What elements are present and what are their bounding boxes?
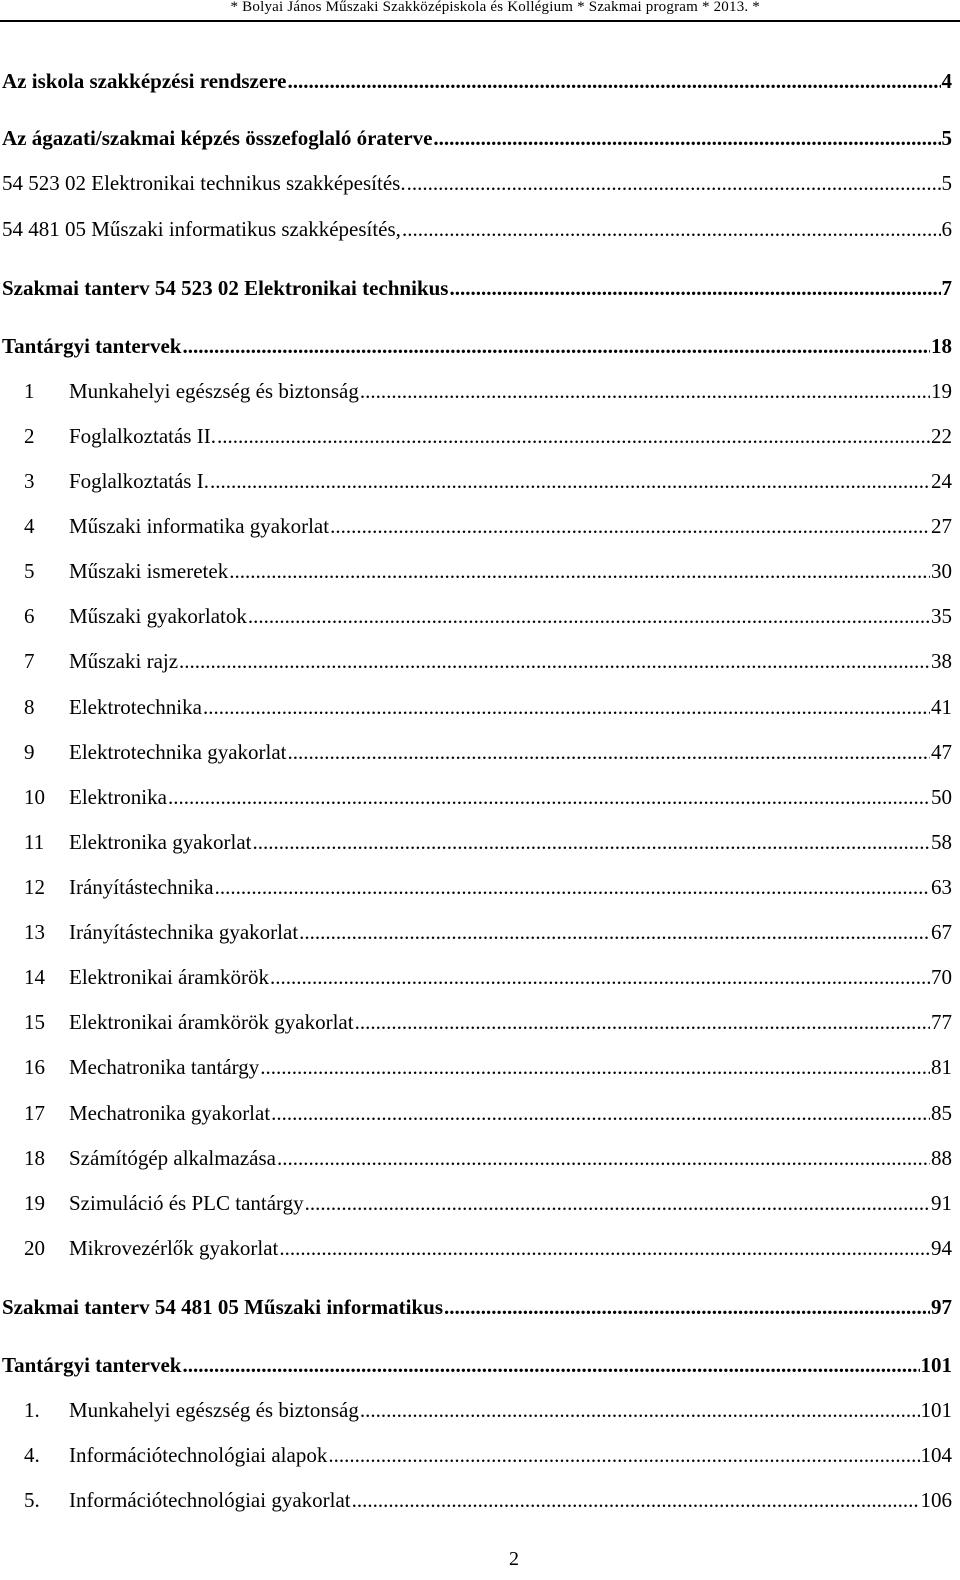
toc-entry-page: 47 [931,740,952,764]
toc-dot-leader [182,331,930,361]
header-rule [0,20,960,22]
page-header [0,0,960,22]
toc-dot-leader [402,214,941,244]
toc-dot-leader [355,1007,930,1037]
toc-entry-page: 77 [931,1010,952,1034]
toc-entry-number: 3 [24,469,35,493]
toc-entry-title: Munkahelyi egészség és biztonság [69,379,359,403]
toc-entry-title: Szimuláció és PLC tantárgy [69,1191,304,1215]
toc-entry[interactable] [2,376,952,406]
toc-dot-leader [407,168,941,198]
toc-entry-number: 1. [24,1398,40,1422]
toc-entry-page: 4 [941,69,952,93]
toc-dot-leader [270,962,930,992]
toc-entry[interactable] [2,601,952,631]
toc-entry-page: 91 [931,1191,952,1215]
toc-entry-number: 6 [24,604,35,628]
toc-dot-leader [248,601,930,631]
toc-entry[interactable] [2,331,952,361]
toc-entry[interactable] [2,556,952,586]
toc-entry-title: Elektronika [69,785,167,809]
toc-entry-page: 88 [931,1146,952,1170]
toc-entry-title: Elektrotechnika gyakorlat [69,740,287,764]
toc-entry-number: 13 [24,920,45,944]
toc-entry-title: Az ágazati/szakmai képzés összefoglaló óraterve [2,126,433,150]
toc-entry-page: 35 [931,604,952,628]
toc-dot-leader [277,1143,930,1173]
toc-entry-page: 63 [931,875,952,899]
toc-entry-number: 16 [24,1055,45,1079]
toc-entry[interactable] [2,1440,952,1470]
toc-entry-number: 19 [24,1191,45,1215]
toc-entry-page: 27 [931,514,952,538]
toc-entry[interactable] [2,1292,952,1322]
toc-entry-title: Műszaki rajz [69,649,179,673]
toc-entry-title: Foglalkoztatás II. [69,424,216,448]
toc-entry[interactable] [2,1233,952,1263]
toc-entry-page: 41 [931,695,952,719]
toc-entry-title: Elektronika gyakorlat [69,830,252,854]
toc-entry-number: 4 [24,514,35,538]
toc-entry[interactable] [2,1143,952,1173]
toc-entry-title: Irányítástechnika gyakorlat [69,920,299,944]
toc-entry-page: 7 [941,276,952,300]
toc-entry-title: Műszaki gyakorlatok [69,604,247,628]
toc-dot-leader [217,421,930,451]
toc-entry-number: 9 [24,740,35,764]
toc-entry-page: 19 [931,379,952,403]
toc-entry-page: 104 [920,1443,952,1467]
toc-entry-page: 6 [941,217,952,241]
page-number: 2 [509,1548,519,1570]
toc-entry-page: 106 [920,1488,952,1512]
toc-dot-leader [182,1350,919,1380]
toc-entry-title: Irányítástechnika [69,875,214,899]
toc-entry[interactable] [2,214,952,244]
toc-entry-title: Szakmai tanterv 54 523 02 Elektronikai technikus [2,276,449,300]
toc-entry[interactable] [2,1188,952,1218]
toc-entry-number: 5. [24,1488,40,1512]
toc-dot-leader [229,556,930,586]
toc-entry-page: 24 [931,469,952,493]
toc-dot-leader [253,827,930,857]
toc-entry-number: 8 [24,695,35,719]
toc-entry[interactable] [2,692,952,722]
toc-dot-leader [279,1233,930,1263]
toc-entry-page: 85 [931,1101,952,1125]
toc-entry-page: 38 [931,649,952,673]
toc-dot-leader [330,511,930,541]
toc-entry-title: Műszaki informatika gyakorlat [69,514,330,538]
toc-entry[interactable] [2,66,952,96]
toc-entry[interactable] [2,168,952,198]
toc-entry[interactable] [2,872,952,902]
toc-entry-number: 11 [24,830,45,854]
toc-entry-number: 17 [24,1101,45,1125]
toc-dot-leader [203,692,930,722]
toc-entry-page: 30 [931,559,952,583]
toc-entry[interactable] [2,737,952,767]
toc-entry-number: 4. [24,1443,40,1467]
toc-dot-leader [305,1188,930,1218]
toc-entry[interactable] [2,827,952,857]
toc-entry-number: 12 [24,875,45,899]
toc-entry-title: 54 481 05 Műszaki informatikus szakképesítés, [2,217,401,241]
toc-entry[interactable] [2,782,952,812]
toc-entry[interactable] [2,123,952,153]
toc-dot-leader [168,782,930,812]
toc-entry-page: 67 [931,920,952,944]
toc-entry[interactable] [2,1052,952,1082]
toc-entry-title: Mechatronika gyakorlat [69,1101,271,1125]
toc-entry-title: Információtechnológiai gyakorlat [69,1488,351,1512]
toc-entry-number: 5 [24,559,35,583]
toc-entry-number: 20 [24,1236,45,1260]
toc-entry-number: 1 [24,379,35,403]
toc-entry-title: Elektrotechnika [69,695,202,719]
toc-dot-leader [444,1292,930,1322]
toc-entry[interactable] [2,273,952,303]
toc-entry-number: 14 [24,965,45,989]
toc-dot-leader [360,376,930,406]
toc-entry[interactable] [2,421,952,451]
toc-entry-page: 81 [931,1055,952,1079]
toc-entry[interactable] [2,962,952,992]
toc-dot-leader [260,1052,930,1082]
toc-entry-page: 5 [941,126,952,150]
toc-entry[interactable] [2,1007,952,1037]
toc-entry-title: Tantárgyi tantervek [2,334,182,358]
toc-dot-leader [352,1485,920,1515]
toc-entry-number: 18 [24,1146,45,1170]
toc-entry-number: 7 [24,649,35,673]
toc-dot-leader [288,737,931,767]
toc-entry-title: Műszaki ismeretek [69,559,229,583]
toc-entry-page: 101 [920,1398,952,1422]
toc-entry-page: 94 [931,1236,952,1260]
toc-entry-number: 15 [24,1010,45,1034]
toc-entry-page: 22 [931,424,952,448]
toc-dot-leader [210,466,930,496]
header-text: * Bolyai János Műszaki Szakközépiskola és Kollégium * Szakmai program * 2013. * [230,0,760,15]
toc-entry-page: 97 [931,1295,952,1319]
toc-entry-page: 58 [931,830,952,854]
toc-entry[interactable] [2,1485,952,1515]
toc-dot-leader [299,917,930,947]
toc-dot-leader [433,123,940,153]
toc-entry-title: Szakmai tanterv 54 481 05 Műszaki informatikus [2,1295,443,1319]
toc-dot-leader [449,273,940,303]
toc-entry[interactable] [2,917,952,947]
toc-dot-leader [215,872,930,902]
toc-entry-page: 5 [941,171,952,195]
toc-entry-title: Információtechnológiai alapok [69,1443,328,1467]
toc-dot-leader [287,66,940,96]
toc-dot-leader [271,1098,930,1128]
toc-entry-page: 50 [931,785,952,809]
toc-entry-number: 10 [24,785,45,809]
toc-entry-page: 18 [931,334,952,358]
toc-entry-title: Munkahelyi egészség és biztonság [69,1398,359,1422]
toc-entry-title: Foglalkoztatás I. [69,469,209,493]
toc-entry[interactable] [2,466,952,496]
toc-entry-number: 2 [24,424,35,448]
toc-entry[interactable] [2,1098,952,1128]
toc-entry-title: Elektronikai áramkörök gyakorlat [69,1010,354,1034]
toc-entry[interactable] [2,511,952,541]
toc-dot-leader [328,1440,919,1470]
toc-entry-title: 54 523 02 Elektronikai technikus szakképesítés. [2,171,406,195]
toc-entry-title: Számítógép alkalmazása [69,1146,276,1170]
toc-entry[interactable] [2,1350,952,1380]
toc-dot-leader [179,646,930,676]
toc-entry-title: Mechatronika tantárgy [69,1055,260,1079]
toc-dot-leader [360,1395,920,1425]
toc-entry-title: Tantárgyi tantervek [2,1353,182,1377]
toc-entry-title: Az iskola szakképzési rendszere [2,69,287,93]
toc-entry-title: Elektronikai áramkörök [69,965,270,989]
toc-entry-title: Mikrovezérlők gyakorlat [69,1236,279,1260]
toc-entry-page: 70 [931,965,952,989]
toc-entry[interactable] [2,1395,952,1425]
toc-entry[interactable] [2,646,952,676]
toc-entry-page: 101 [920,1353,952,1377]
